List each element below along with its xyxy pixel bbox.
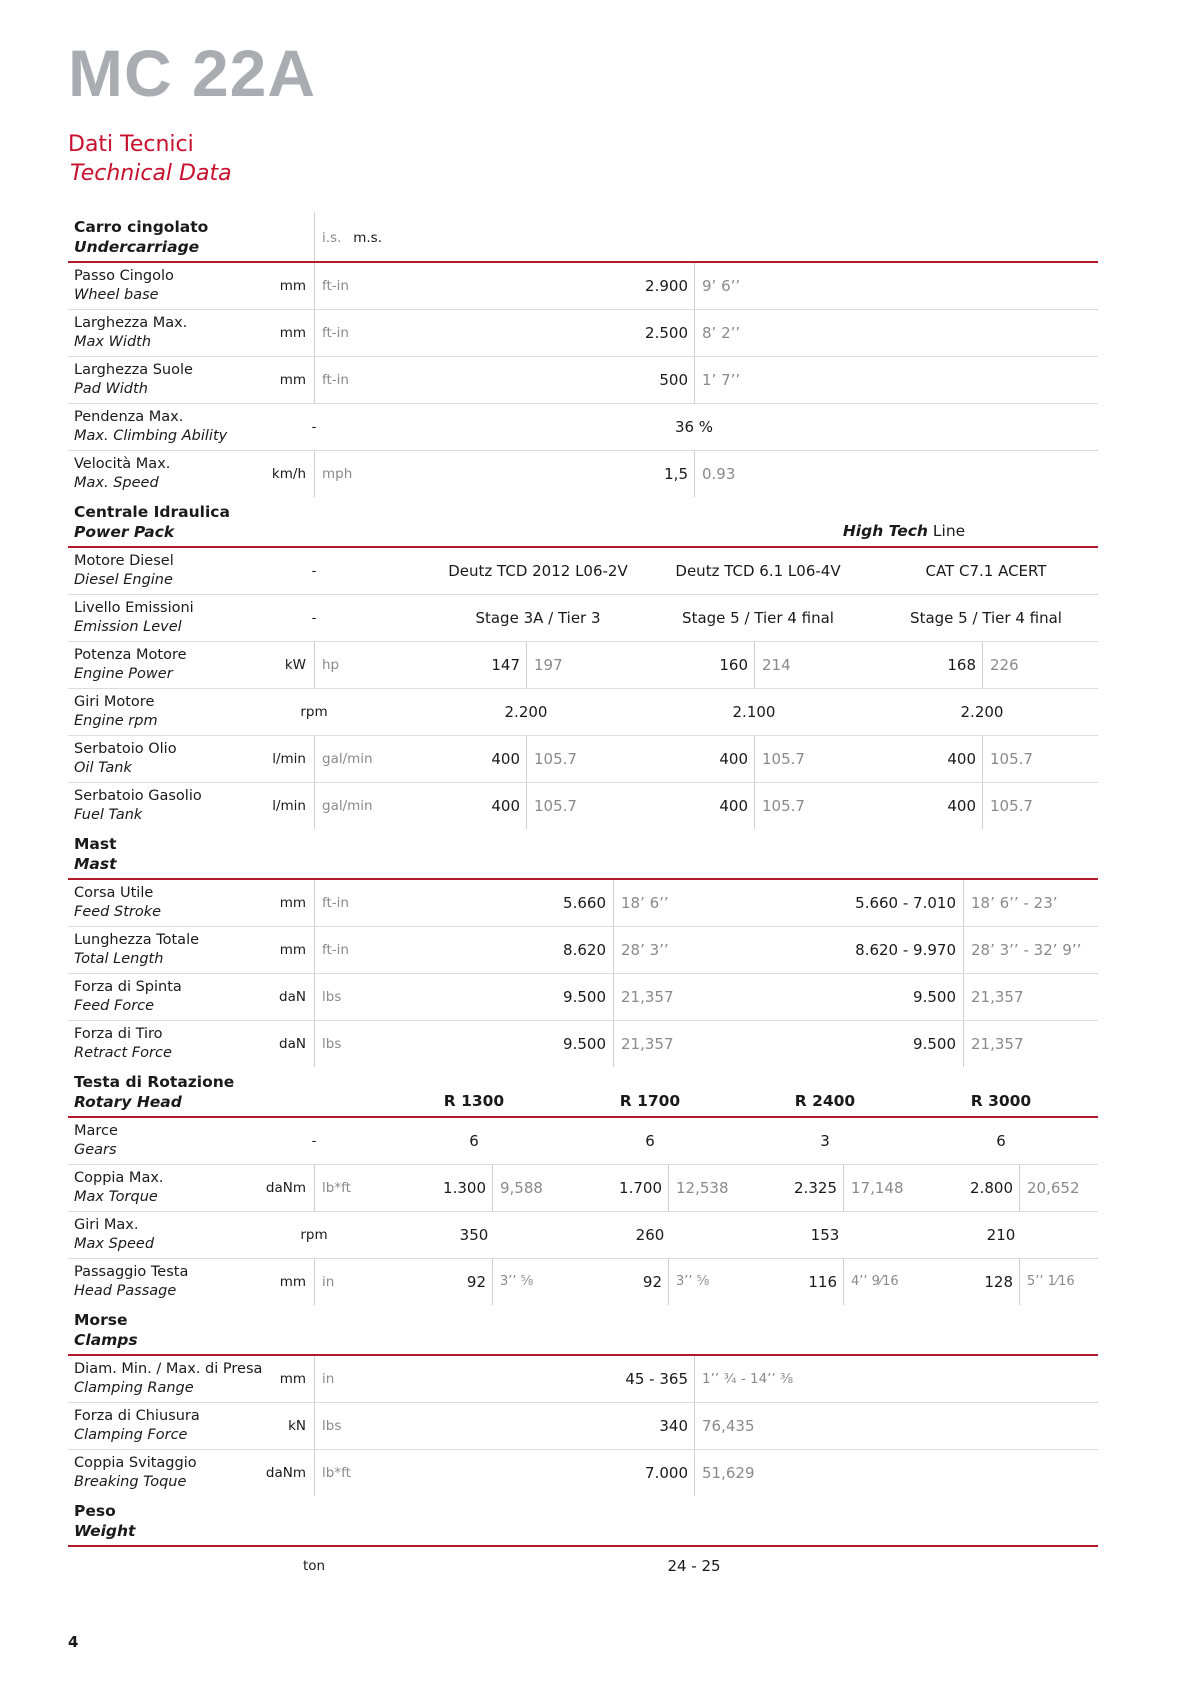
label-it: Larghezza Max.: [74, 315, 188, 331]
unit-metric: mm: [279, 1371, 306, 1387]
column-divider: [526, 736, 527, 782]
value-r1300: 6: [469, 1132, 479, 1150]
value-a-metric: 5.660: [563, 894, 606, 912]
value-r1700: 6: [645, 1132, 655, 1150]
label-en: Head Passage: [74, 1283, 177, 1299]
column-divider: [668, 1259, 669, 1305]
label-it: Passaggio Testa: [74, 1264, 189, 1280]
section-title-en: Weight: [74, 1522, 136, 1540]
value-col3: 2.200: [960, 703, 1004, 721]
value-r2400-metric: 2.325: [794, 1179, 837, 1197]
unit: ton: [302, 1558, 326, 1574]
value-r3000-metric: 2.800: [970, 1179, 1013, 1197]
value-col3: Stage 5 / Tier 4 final: [910, 609, 1062, 627]
value-r3000: 6: [996, 1132, 1006, 1150]
column-divider: [982, 736, 983, 782]
label-en: Diesel Engine: [74, 572, 173, 588]
label-it: Potenza Motore: [74, 647, 187, 663]
spec-row-engine-rpm: [68, 689, 1098, 736]
spec-row-max-torque: [68, 1165, 1098, 1212]
label-en: Total Length: [74, 951, 164, 967]
value-col1-metric: 400: [491, 797, 520, 815]
unit-metric: daNm: [265, 1180, 306, 1196]
value-imperial: 0.93: [702, 465, 736, 483]
model-header-r1700: R 1700: [619, 1092, 681, 1110]
label-en: Clamping Force: [74, 1427, 188, 1443]
unit-header-metric: m.s.: [353, 230, 382, 246]
value-a-metric: 9.500: [563, 1035, 606, 1053]
value-b-metric: 8.620 - 9.970: [855, 941, 956, 959]
value-metric: 500: [659, 371, 688, 389]
unit-imperial: ft-in: [322, 895, 349, 911]
line-label-highlight: High Tech: [842, 522, 928, 540]
value-col2: Deutz TCD 6.1 L06-4V: [675, 562, 841, 580]
spec-row-feed-stroke: [68, 880, 1098, 927]
spec-row-fuel-tank: [68, 783, 1098, 829]
unit-imperial: ft-in: [322, 325, 349, 341]
label-it: Giri Max.: [74, 1217, 139, 1233]
section-title-en: Undercarriage: [74, 238, 200, 256]
label-en: Feed Force: [74, 998, 155, 1014]
label-it: Serbatoio Gasolio: [74, 788, 202, 804]
label-en: Oil Tank: [74, 760, 132, 776]
value-r1300-imperial: 3’’ ⅝: [500, 1274, 534, 1289]
label-en: Emission Level: [74, 619, 182, 635]
value-b-imperial: 21,357: [971, 1035, 1024, 1053]
column-divider: [314, 974, 315, 1020]
label-it: Coppia Svitaggio: [74, 1455, 197, 1471]
section-title-en: Mast: [74, 855, 117, 873]
value-b-imperial: 18’ 6’’ - 23’: [971, 894, 1058, 912]
spec-row-max-speed: [68, 451, 1098, 497]
spec-row-head-passage: [68, 1259, 1098, 1305]
unit-imperial: ft-in: [322, 278, 349, 294]
section-mast: [68, 829, 1098, 880]
value-col1: 2.200: [504, 703, 548, 721]
column-divider: [314, 927, 315, 973]
unit: -: [311, 1133, 317, 1149]
section-title-it: Mast: [74, 835, 117, 853]
value-imperial: 9’ 6’’: [702, 277, 741, 295]
value-col1: Deutz TCD 2012 L06-2V: [448, 562, 628, 580]
value-b-metric: 9.500: [913, 988, 956, 1006]
value: 36 %: [674, 418, 714, 436]
section-title-en: Power Pack: [74, 523, 175, 541]
label-it: Lunghezza Totale: [74, 932, 200, 948]
subtitle-english: Technical Data: [70, 161, 232, 186]
unit: -: [311, 419, 317, 435]
unit-metric: mm: [279, 895, 306, 911]
spec-row-max-width: [68, 310, 1098, 357]
spec-row-feed-force: [68, 974, 1098, 1021]
value-imperial: 1’ 7’’: [702, 371, 741, 389]
column-divider: [314, 451, 315, 497]
column-divider: [613, 880, 614, 926]
spec-row-diesel-engine: [68, 548, 1098, 595]
model-header-r2400: R 2400: [794, 1092, 856, 1110]
value-col3-metric: 400: [947, 750, 976, 768]
section-title-it: Centrale Idraulica: [74, 503, 230, 521]
section-power-pack: [68, 497, 1098, 548]
unit-metric: kW: [284, 657, 306, 673]
unit-metric: daN: [279, 1036, 306, 1052]
label-it: Velocità Max.: [74, 456, 171, 472]
label-it: Motore Diesel: [74, 553, 174, 569]
column-divider: [694, 1403, 695, 1449]
value-r1700: 260: [635, 1226, 665, 1244]
unit: -: [311, 610, 317, 626]
spec-row-clamping-force: [68, 1403, 1098, 1450]
column-divider: [314, 642, 315, 688]
value-r3000-imperial: 5’’ 1⁄16: [1027, 1274, 1075, 1289]
value-r2400-imperial: 17,148: [851, 1179, 904, 1197]
section-clamps: [68, 1305, 1098, 1356]
label-en: Max Torque: [74, 1189, 158, 1205]
section-rotary-head: [68, 1067, 1098, 1118]
label-en: Fuel Tank: [74, 807, 143, 823]
value-col2: 2.100: [732, 703, 776, 721]
column-divider: [314, 1165, 315, 1211]
column-divider: [314, 1356, 315, 1402]
value-metric: 340: [659, 1417, 688, 1435]
unit-imperial: ft-in: [322, 372, 349, 388]
label-en: Wheel base: [74, 287, 159, 303]
value-col2-metric: 160: [719, 656, 748, 674]
unit: rpm: [300, 704, 328, 720]
column-divider: [314, 1403, 315, 1449]
column-divider: [613, 974, 614, 1020]
value-a-imperial: 28’ 3’’: [621, 941, 669, 959]
value-col2: Stage 5 / Tier 4 final: [682, 609, 834, 627]
value-r1700-imperial: 12,538: [676, 1179, 729, 1197]
value-a-metric: 8.620: [563, 941, 606, 959]
section-title-it: Testa di Rotazione: [74, 1073, 235, 1091]
column-divider: [963, 974, 964, 1020]
column-divider: [314, 263, 315, 309]
label-it: Passo Cingolo: [74, 268, 174, 284]
value-metric: 2.500: [645, 324, 688, 342]
column-divider: [982, 642, 983, 688]
column-divider: [492, 1165, 493, 1211]
column-divider: [963, 1021, 964, 1067]
value-a-metric: 9.500: [563, 988, 606, 1006]
spec-row-weight: [68, 1547, 1098, 1587]
column-divider: [843, 1165, 844, 1211]
line-label: [804, 521, 1004, 541]
column-divider: [526, 642, 527, 688]
value-r1300-imperial: 9,588: [500, 1179, 543, 1197]
unit-imperial: ft-in: [322, 942, 349, 958]
value-b-metric: 5.660 - 7.010: [855, 894, 956, 912]
label-en: Engine Power: [74, 666, 173, 682]
value-metric: 2.900: [645, 277, 688, 295]
technical-data-table: [68, 212, 1098, 1587]
label-en: Gears: [74, 1142, 117, 1158]
column-divider: [613, 1021, 614, 1067]
model-header-r3000: R 3000: [970, 1092, 1032, 1110]
model-header-r1300: R 1300: [443, 1092, 505, 1110]
value-r2400: 153: [810, 1226, 840, 1244]
value-col2-metric: 400: [719, 750, 748, 768]
section-title-it: Morse: [74, 1311, 128, 1329]
value-r1300-metric: 1.300: [443, 1179, 486, 1197]
column-divider: [694, 1356, 695, 1402]
value-col1-metric: 147: [491, 656, 520, 674]
value-b-imperial: 28’ 3’’ - 32’ 9’’: [971, 941, 1082, 959]
value-col3: CAT C7.1 ACERT: [925, 562, 1047, 580]
value-col3-metric: 400: [947, 797, 976, 815]
value-r1300: 350: [459, 1226, 489, 1244]
spec-row-max-speed-rotary: [68, 1212, 1098, 1259]
column-divider: [754, 642, 755, 688]
unit-imperial: lbs: [322, 989, 342, 1005]
column-divider: [526, 783, 527, 829]
label-en: Clamping Range: [74, 1380, 194, 1396]
label-it: Giri Motore: [74, 694, 155, 710]
value-b-imperial: 21,357: [971, 988, 1024, 1006]
value-metric: 1,5: [664, 465, 688, 483]
value-r1700-metric: 1.700: [619, 1179, 662, 1197]
unit-metric: kN: [288, 1418, 306, 1434]
value-col1-imperial: 105.7: [534, 797, 577, 815]
unit: -: [311, 563, 317, 579]
unit-imperial: lb*ft: [322, 1180, 351, 1196]
column-divider: [694, 310, 695, 356]
label-en: Max. Speed: [74, 475, 159, 491]
spec-row-gears: [68, 1118, 1098, 1165]
value: 24 - 25: [667, 1557, 721, 1575]
spec-row-oil-tank: [68, 736, 1098, 783]
value-metric: 7.000: [645, 1464, 688, 1482]
section-title-it: Carro cingolato: [74, 218, 209, 236]
spec-row-wheel-base: [68, 263, 1098, 310]
value-col2-metric: 400: [719, 797, 748, 815]
unit-metric: km/h: [271, 466, 306, 482]
value-r1700-metric: 92: [642, 1273, 662, 1291]
spec-row-clamping-range: [68, 1356, 1098, 1403]
label-it: Forza di Spinta: [74, 979, 182, 995]
section-weight: [68, 1496, 1098, 1547]
unit-imperial: lbs: [322, 1418, 342, 1434]
value-r3000-imperial: 20,652: [1027, 1179, 1080, 1197]
unit-header-imperial: i.s.: [322, 230, 342, 246]
value-col3-imperial: 105.7: [990, 750, 1033, 768]
spec-row-engine-power: [68, 642, 1098, 689]
unit: rpm: [300, 1227, 328, 1243]
column-divider: [982, 783, 983, 829]
section-title-en: Rotary Head: [74, 1093, 182, 1111]
unit-metric: mm: [279, 372, 306, 388]
model-title: MC 22A: [68, 36, 317, 110]
unit-imperial: mph: [322, 466, 353, 482]
value-col1-imperial: 197: [534, 656, 563, 674]
column-divider: [314, 212, 315, 261]
unit-imperial: hp: [322, 657, 340, 673]
column-divider: [314, 736, 315, 782]
label-it: Marce: [74, 1123, 118, 1139]
value-col3-imperial: 105.7: [990, 797, 1033, 815]
page-number: 4: [68, 1633, 79, 1651]
label-it: Diam. Min. / Max. di Presa: [74, 1361, 263, 1377]
column-divider: [1019, 1259, 1020, 1305]
value-b-metric: 9.500: [913, 1035, 956, 1053]
column-divider: [843, 1259, 844, 1305]
spec-row-retract-force: [68, 1021, 1098, 1067]
label-en: Max Width: [74, 334, 152, 350]
unit-imperial: lbs: [322, 1036, 342, 1052]
label-it: Larghezza Suole: [74, 362, 193, 378]
unit-imperial: in: [322, 1274, 335, 1290]
column-divider: [694, 357, 695, 403]
unit-metric: l/min: [272, 798, 306, 814]
value-r1700-imperial: 3’’ ⅝: [676, 1274, 710, 1289]
column-divider: [668, 1165, 669, 1211]
column-divider: [694, 451, 695, 497]
value-r1300-metric: 92: [466, 1273, 486, 1291]
label-en: Engine rpm: [74, 713, 158, 729]
value-imperial: 76,435: [702, 1417, 755, 1435]
unit-metric: daNm: [265, 1465, 306, 1481]
section-title-en: Clamps: [74, 1331, 138, 1349]
column-divider: [314, 1021, 315, 1067]
spec-row-breaking-torque: [68, 1450, 1098, 1496]
unit-imperial: gal/min: [322, 751, 373, 767]
spec-row-climbing-ability: [68, 404, 1098, 451]
value-a-imperial: 21,357: [621, 1035, 674, 1053]
unit-metric: mm: [279, 278, 306, 294]
section-undercarriage: [68, 212, 1098, 263]
value-col2-imperial: 105.7: [762, 750, 805, 768]
unit-metric: daN: [279, 989, 306, 1005]
label-it: Serbatoio Olio: [74, 741, 177, 757]
spec-row-total-length: [68, 927, 1098, 974]
value-col2-imperial: 105.7: [762, 797, 805, 815]
unit-metric: mm: [279, 1274, 306, 1290]
column-divider: [314, 783, 315, 829]
section-title-it: Peso: [74, 1502, 116, 1520]
unit-imperial: in: [322, 1371, 335, 1387]
label-en: Pad Width: [74, 381, 148, 397]
value-a-imperial: 18’ 6’’: [621, 894, 669, 912]
value-r2400-imperial: 4’’ 9⁄16: [851, 1274, 899, 1289]
line-label-text: Line: [932, 522, 966, 540]
spec-row-pad-width: [68, 357, 1098, 404]
value-imperial: 51,629: [702, 1464, 755, 1482]
label-en: Max. Climbing Ability: [74, 428, 228, 444]
column-divider: [314, 880, 315, 926]
column-divider: [963, 927, 964, 973]
column-divider: [492, 1259, 493, 1305]
column-divider: [314, 310, 315, 356]
column-divider: [314, 357, 315, 403]
value-r2400-metric: 116: [808, 1273, 837, 1291]
label-en: Breaking Toque: [74, 1474, 187, 1490]
value-col3-metric: 168: [947, 656, 976, 674]
spec-row-emission-level: [68, 595, 1098, 642]
label-it: Corsa Utile: [74, 885, 154, 901]
column-divider: [963, 880, 964, 926]
column-divider: [314, 1450, 315, 1496]
unit-metric: mm: [279, 942, 306, 958]
value-col2-imperial: 214: [762, 656, 791, 674]
value-r2400: 3: [820, 1132, 830, 1150]
value-col1-metric: 400: [491, 750, 520, 768]
label-it: Pendenza Max.: [74, 409, 184, 425]
column-divider: [754, 783, 755, 829]
value-r3000: 210: [986, 1226, 1016, 1244]
label-it: Livello Emissioni: [74, 600, 194, 616]
column-divider: [694, 263, 695, 309]
label-en: Feed Stroke: [74, 904, 162, 920]
value-r3000-metric: 128: [984, 1273, 1013, 1291]
label-it: Forza di Chiusura: [74, 1408, 200, 1424]
label-it: Forza di Tiro: [74, 1026, 163, 1042]
column-divider: [1019, 1165, 1020, 1211]
value-a-imperial: 21,357: [621, 988, 674, 1006]
value-col1-imperial: 105.7: [534, 750, 577, 768]
column-divider: [314, 1259, 315, 1305]
label-en: Retract Force: [74, 1045, 172, 1061]
subtitle-italian: Dati Tecnici: [68, 132, 194, 157]
value-metric: 45 - 365: [625, 1370, 688, 1388]
column-divider: [613, 927, 614, 973]
unit-metric: mm: [279, 325, 306, 341]
value-imperial: 1’’ ¾ - 14’’ ⅜: [702, 1371, 794, 1387]
label-it: Coppia Max.: [74, 1170, 164, 1186]
value-col1: Stage 3A / Tier 3: [475, 609, 601, 627]
unit-metric: l/min: [272, 751, 306, 767]
column-divider: [694, 1450, 695, 1496]
unit-imperial: gal/min: [322, 798, 373, 814]
unit-imperial: lb*ft: [322, 1465, 351, 1481]
value-col3-imperial: 226: [990, 656, 1019, 674]
value-imperial: 8’ 2’’: [702, 324, 741, 342]
label-en: Max Speed: [74, 1236, 155, 1252]
column-divider: [754, 736, 755, 782]
